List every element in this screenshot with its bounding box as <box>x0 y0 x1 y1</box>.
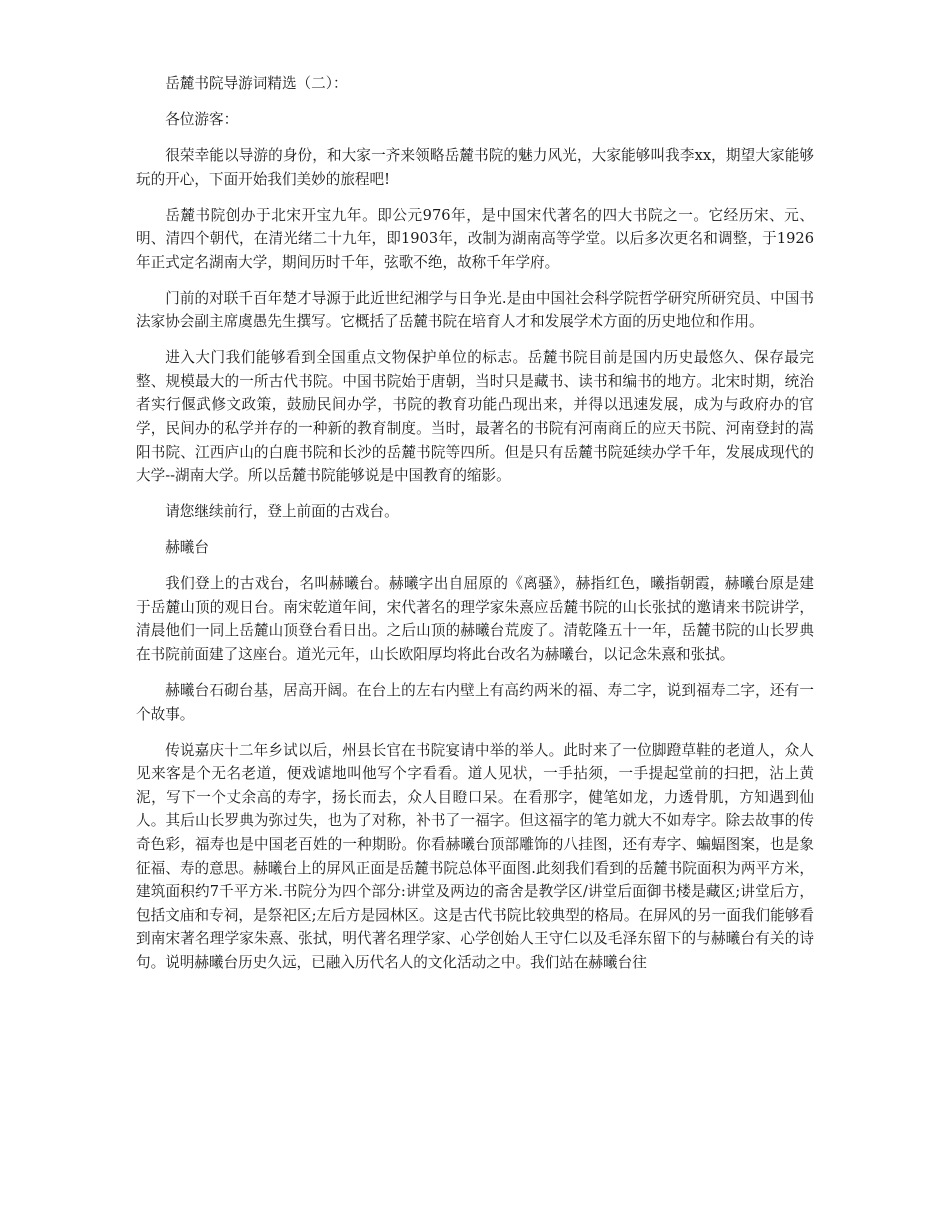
greeting: 各位游客： <box>165 110 239 128</box>
document-page <box>136 72 814 987</box>
document-title: 岳麓书院导游词精选（二）： <box>165 75 348 92</box>
paragraph-couplet: 门前的对联千百年楚才导源于此近世纪湘学与日争光.是由中国社会科学院哲学研究所研究员、中国书法家协会副主席虞愚先生撰写。它概括了岳麓书院在培育人才和发展学术方面的历史地位和作用。 <box>136 289 814 331</box>
paragraph-legend: 传说嘉庆十二年乡试以后，州县长官在书院宴请中举的举人。此时来了一位脚蹬草鞋的老道人，众人见来客是个无名老道，便戏谑地叫他写个字看看。道人见状，一手拈须，一手提起堂前的扫把，沾上黄泥，写下一个丈余高的寿字，扬长而去，众人目瞪口呆。在看那字，健笔如龙，力透骨肌，方知遇到仙人。其后山长罗典为弥过失，也为了对称，补书了一福字。但这福字的笔力就大不如寿字。除去故事的传奇色彩，福寿也是中国老百姓的一种期盼。你看赫曦台顶部雕饰的八挂图，还有寿字、蝙蝠图案，也是象征福、寿的意思。赫曦台上的屏风正面是岳麓书院总体平面图.此刻我们看到的岳麓书院面积为两平方米，建筑面积约7千平方米.书院分为四个部分:讲堂及两边的斋舍是教学区/讲堂后面御书楼是藏区;讲堂后方，包括文庙和专祠，是祭祀区;左后方是园林区。这是古代书院比较典型的格局。在屏风的另一面我们能够看到南宋著名理学家朱熹、张拭，明代著名理学家、心学创始人王守仁以及毛泽东留下的与赫曦台有关的诗句。说明赫曦台历史久远，已融入历代名人的文化活动之中。我们站在赫曦台往 <box>136 741 814 971</box>
paragraph-entrance: 进入大门我们能够看到全国重点文物保护单位的标志。岳麓书院目前是国内历史最悠久、保存最完整、规模最大的一所古代书院。中国书院始于唐朝，当时只是藏书、读书和编书的地方。北宋时期，统治者实行偃武修文政策，鼓励民间办学，书院的教育功能凸现出来，并得以迅速发展，成为与政府办的官学，民间办的私学并存的一种新的教育制度。当时，最著名的书院有河南商丘的应天书院、河南登封的嵩阳书院、江西庐山的白鹿书院和长沙的岳麓书院等四所。但是只有岳麓书院延续办学千年，发展成现代的大学--湖南大学。所以岳麓书院能够说是中国教育的缩影。 <box>136 349 814 485</box>
paragraph-history: 岳麓书院创办于北宋开宝九年。即公元976年，是中国宋代著名的四大书院之一。它经历宋、元、明、清四个朝代，在清光绪二十九年，即1903年，改制为湖南高等学堂。以后多次更名和调整，于1926年正式定名湖南大学，期间历时千年，弦歌不绝，故称千年学府。 <box>136 206 814 271</box>
paragraph-proceed: 请您继续前行，登上前面的古戏台。 <box>165 503 399 521</box>
section-heading-hexitai: 赫曦台 <box>165 539 209 557</box>
paragraph-hexitai-base: 赫曦台石砌台基，居高开阔。在台上的左右内壁上有高约两米的福、寿二字，说到福寿二字，还有一个故事。 <box>136 681 814 723</box>
paragraph-intro: 很荣幸能以导游的身份，和大家一齐来领略岳麓书院的魅力风光，大家能够叫我李xx，期望大家能够玩的开心，下面开始我们美妙的旅程吧! <box>136 146 814 188</box>
paragraph-hexitai-origin: 我们登上的古戏台，名叫赫曦台。赫曦字出自屈原的《离骚》，赫指红色，曦指朝霞，赫曦台原是建于岳麓山顶的观日台。南宋乾道年间，宋代著名的理学家朱熹应岳麓书院的山长张拭的邀请来书院讲学，清晨他们一同上岳麓山顶登台看日出。之后山顶的赫曦台荒废了。清乾隆五十一年，岳麓书院的山长罗典在书院前面建了这座台。道光元年，山长欧阳厚均将此台改名为赫曦台，以记念朱熹和张拭。 <box>136 575 814 663</box>
